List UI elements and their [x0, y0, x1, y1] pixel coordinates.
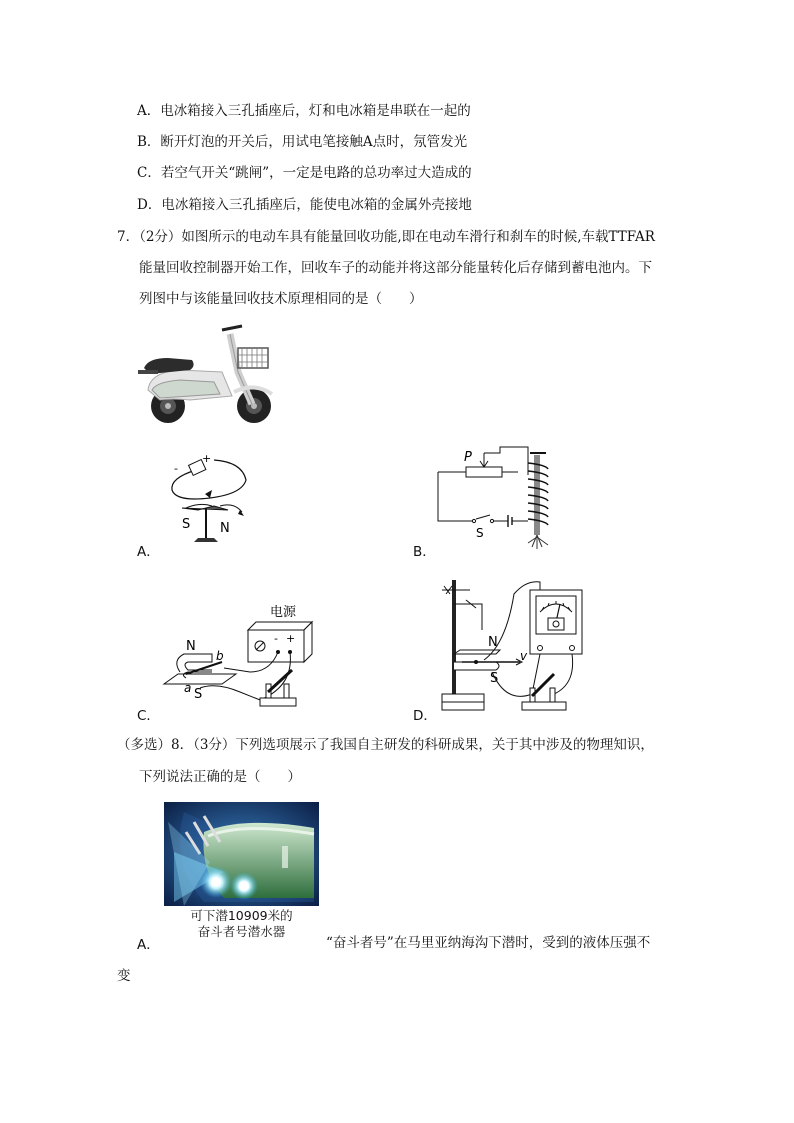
figure-d-north-label: N	[488, 635, 498, 650]
figure-a-south-label: S	[182, 517, 191, 532]
q6-option-a: A．电冰箱接入三孔插座后，灯和电冰箱是串联在一起的	[137, 103, 471, 119]
q8-stem-line-2: 下列说法正确的是（ ）	[139, 769, 301, 785]
q8-stem-line-1: （多选）8．（3分）下列选项展示了我国自主研发的科研成果，关于其中涉及的物理知识，	[117, 737, 654, 753]
electric-scooter-image	[130, 322, 280, 430]
submersible-caption-line-1: 可下潜10909米的	[190, 908, 293, 923]
option-d-label: D．	[413, 708, 437, 724]
figure-b-rheostat-label: P	[464, 450, 472, 465]
submersible-caption-line-2: 奋斗者号潜水器	[197, 924, 286, 939]
figure-c-power-label: 电源	[270, 605, 297, 620]
figure-c-b-label: b	[216, 649, 224, 663]
option-a-label: A．	[137, 544, 160, 560]
q7-stem-line-2: 能量回收控制器开始工作，回收车子的动能并将这部分能量转化后存储到蓄电池内。下	[139, 260, 652, 276]
q6-option-c: C．若空气开关“跳闸”，一定是电路的总功率过大造成的	[137, 165, 472, 181]
q8-option-a-label: A．	[137, 937, 160, 953]
q7-stem-line-1: 7．（2分）如图所示的电动车具有能量回收功能,即在电动车滑行和刹车的时候,车载TTFAR	[117, 229, 655, 245]
figure-c-north-label: N	[186, 639, 196, 654]
figure-a-compass-diagram	[160, 450, 270, 550]
submersible-photo	[164, 802, 319, 906]
figure-a-north-label: N	[220, 521, 230, 536]
figure-c-motor-principle-diagram	[160, 600, 320, 715]
q8-option-a-tail: 变	[117, 968, 131, 984]
option-b-label: B．	[413, 544, 436, 560]
figure-c-minus-label: -	[274, 632, 278, 645]
figure-c-a-label: a	[184, 681, 192, 695]
q7-stem-line-3: 列图中与该能量回收技术原理相同的是（ ）	[139, 291, 423, 307]
figure-d-south-label: S	[490, 671, 499, 686]
figure-d-velocity-label: v	[520, 649, 528, 663]
q8-option-a-text: “奋斗者号”在马里亚纳海沟下潜时，受到的液体压强不	[326, 935, 651, 951]
figure-b-electromagnet-circuit	[436, 445, 566, 555]
figure-a-minus-label: -	[174, 462, 178, 475]
figure-b-switch-label: S	[476, 526, 484, 540]
q6-option-b: B．断开灯泡的开关后，用试电笔接触A点时，氖管发光	[137, 134, 468, 150]
figure-a-plus-label: +	[202, 452, 212, 465]
submersible-caption	[164, 908, 319, 940]
option-c-label: C．	[137, 708, 160, 724]
figure-c-plus-label: +	[286, 632, 296, 645]
figure-c-south-label: S	[194, 687, 203, 702]
figure-d-induction-diagram	[436, 574, 586, 719]
q6-option-d: D．电冰箱接入三孔插座后，能使电冰箱的金属外壳接地	[137, 197, 472, 213]
